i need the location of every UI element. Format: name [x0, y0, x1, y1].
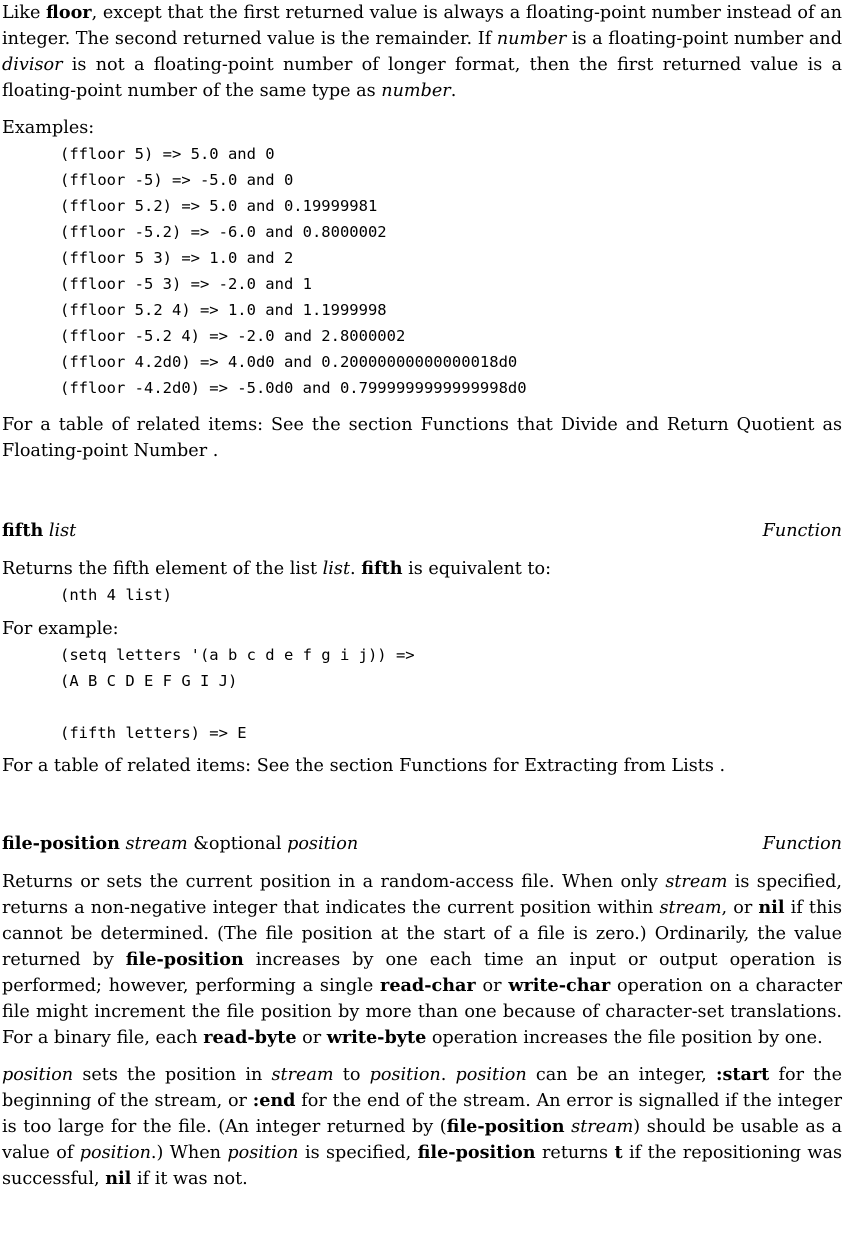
function-ref-file-position: file-position	[446, 1116, 565, 1137]
function-ref-write-char: write-char	[508, 975, 611, 996]
code-line: (ffloor 4.2d0) => 4.0d0 and 0.20000000000000018d0	[60, 353, 518, 371]
code-line: (ffloor 5.2) => 5.0 and 0.19999981	[60, 197, 378, 215]
text-run: .	[440, 1065, 456, 1085]
text-run: Returns the fifth element of the list	[2, 559, 323, 579]
text-run: is equivalent to:	[402, 559, 552, 579]
function-ref-file-position: file-position	[417, 1142, 536, 1163]
ffloor-examples-block	[2, 141, 842, 401]
file-position-paragraph-1	[2, 869, 842, 1051]
file-position-paragraph-2	[2, 1062, 842, 1192]
symbol-t: t	[614, 1142, 623, 1163]
param-number: number	[496, 29, 567, 49]
param-divisor: divisor	[2, 55, 63, 75]
related-section-link[interactable]: Functions for Extracting from Lists	[399, 756, 714, 776]
function-ref-read-char: read-char	[380, 975, 476, 996]
text-run: .	[350, 559, 362, 579]
fifth-example-block	[2, 642, 842, 746]
function-name: file-position	[2, 833, 120, 854]
fifth-related-paragraph	[2, 753, 842, 779]
code-line: (ffloor -5.2) => -6.0 and 0.8000002	[60, 223, 387, 241]
param-stream: stream	[271, 1065, 334, 1085]
code-line: (ffloor -5.2 4) => -2.0 and 2.8000002	[60, 327, 406, 345]
text-run: for the end of the stream. An error is signalled if the integer is too large for the file. (An integer returned by (	[2, 1091, 842, 1137]
text-run: operation on a character file might increment the file position by more than one because of character-set translations. For a binary file, each	[2, 976, 842, 1048]
param-position: position	[455, 1065, 527, 1085]
text-run: increases by one each time an input or output operation is performed; however, performing a single	[2, 950, 842, 996]
param-position: position	[369, 1065, 441, 1085]
code-line: (fifth letters) => E	[60, 724, 247, 742]
param-stream: stream	[659, 898, 722, 918]
text-run: or	[296, 1028, 327, 1048]
text-run: Returns or sets the current position in a random-access file. When only	[2, 872, 666, 892]
code-line: (A B C D E F G I J)	[60, 672, 238, 690]
text-run: Like	[2, 3, 47, 23]
text-run: is specified,	[298, 1143, 418, 1163]
keyword-start: :start	[715, 1064, 770, 1085]
param-number: number	[381, 81, 451, 101]
entry-kind: Function	[762, 521, 842, 541]
text-run: is a floating-point number and	[566, 29, 842, 49]
document-page	[2, 0, 842, 1192]
function-ref-write-byte: write-byte	[326, 1027, 427, 1048]
function-args: list	[48, 521, 77, 541]
code-line: (ffloor 5) => 5.0 and 0	[60, 145, 275, 163]
text-run: can be an integer,	[526, 1065, 716, 1085]
code-line: (ffloor -5 3) => -2.0 and 1	[60, 275, 312, 293]
code-line	[2, 694, 842, 720]
text-run: if this cannot be determined. (The file position at the start of a file is zero.) Ordinarily, the value returned by	[2, 898, 842, 970]
text-run: if it was not.	[131, 1169, 248, 1189]
fifth-signature	[2, 518, 76, 544]
text-run: to	[333, 1065, 370, 1085]
function-ref-fifth: fifth	[361, 558, 403, 579]
param-stream: stream	[665, 872, 728, 892]
text-run: .) When	[150, 1143, 228, 1163]
text-run: returns	[535, 1143, 615, 1163]
text-run: is specified, returns a non-negative integer that indicates the current position within	[2, 872, 842, 918]
text-run: or	[475, 976, 509, 996]
function-ref-file-position: file-position	[125, 949, 244, 970]
text-run: For a table of related items: See the section	[2, 756, 400, 776]
function-ref-read-byte: read-byte	[203, 1027, 297, 1048]
param-position: position	[227, 1143, 299, 1163]
ffloor-related-paragraph	[2, 412, 842, 464]
fifth-equivalent-code: (nth 4 list)	[60, 586, 172, 604]
text-run: , or	[721, 898, 759, 918]
file-position-entry-header	[2, 831, 842, 857]
symbol-nil: nil	[105, 1168, 132, 1189]
code-line: (ffloor -5) => -5.0 and 0	[60, 171, 294, 189]
text-run: .	[207, 441, 219, 461]
fifth-description	[2, 556, 842, 582]
text-run: operation increases the file position by one.	[426, 1028, 823, 1048]
entry-kind: Function	[762, 834, 842, 854]
related-section-link[interactable]: Functions that Divide and Return Quotient as Floating-point Number	[2, 415, 843, 461]
function-arg-stream: stream	[125, 834, 188, 854]
function-name: fifth	[2, 520, 44, 541]
text-run: if the repositioning was successful,	[2, 1143, 842, 1189]
keyword-end: :end	[252, 1090, 296, 1111]
lambda-keyword: &optional	[193, 834, 282, 854]
text-run: ) should be usable as a value of	[2, 1117, 842, 1163]
text-run: , except that the first returned value is always a floating-point number instead of an integer. The second returned value is the remainder. If	[2, 3, 842, 49]
param-position: position	[79, 1143, 151, 1163]
fifth-entry-header	[2, 518, 842, 544]
code-line: (ffloor 5 3) => 1.0 and 2	[60, 249, 294, 267]
param-list: list	[322, 559, 351, 579]
for-example-label: For example:	[2, 619, 119, 639]
symbol-nil: nil	[758, 897, 785, 918]
text-run: .	[450, 81, 457, 101]
param-position: position	[2, 1065, 74, 1085]
ffloor-intro-paragraph	[2, 0, 842, 104]
code-line: (setq letters '(a b c d e f g i j)) =>	[60, 646, 415, 664]
text-run: sets the position in	[73, 1065, 272, 1085]
param-stream: stream	[571, 1117, 634, 1137]
examples-label: Examples:	[2, 118, 95, 138]
text-run: For a table of related items: See the section	[2, 415, 421, 435]
file-position-signature	[2, 831, 358, 857]
code-line: (ffloor 5.2 4) => 1.0 and 1.1999998	[60, 301, 387, 319]
function-ref-floor: floor	[46, 2, 92, 23]
function-arg-position: position	[287, 834, 359, 854]
code-line: (ffloor -4.2d0) => -5.0d0 and 0.7999999999999998d0	[60, 379, 527, 397]
text-run: is not a floating-point number of longer format, then the first returned value is a floating-point number of the same type as	[2, 55, 842, 101]
text-run: .	[713, 756, 726, 776]
text-run: for the beginning of the stream, or	[2, 1065, 842, 1111]
